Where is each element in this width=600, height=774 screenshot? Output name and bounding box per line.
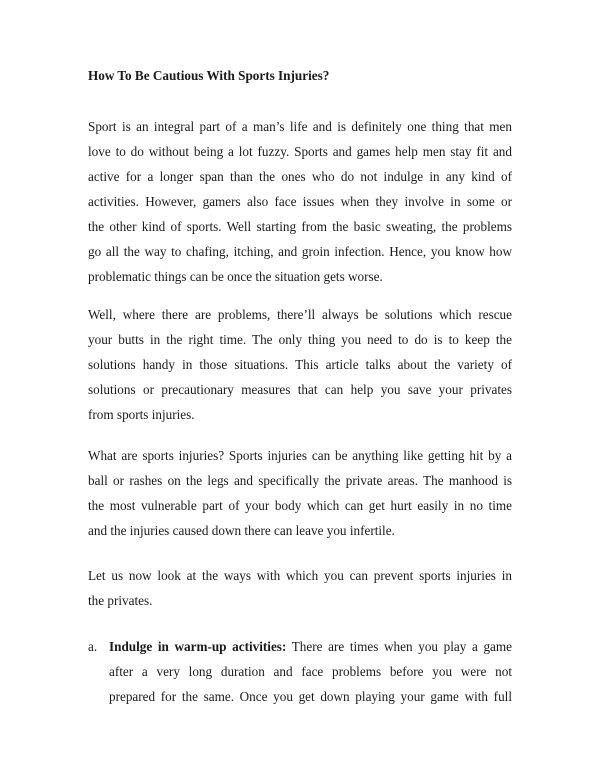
text-line: your butts in the right time. The only thing you need to do is to keep the xyxy=(88,332,512,347)
text-line: activities. However, gamers also face issues when they involve in some or xyxy=(88,194,512,209)
text-line: go all the way to chafing, itching, and groin infection. Hence, you know how xyxy=(88,244,512,259)
text-line: from sports injuries. xyxy=(88,407,195,422)
text-line: after a very long duration and face problems before you were not xyxy=(109,664,512,679)
text-line: Let us now look at the ways with which you can prevent sports injuries in xyxy=(88,568,512,583)
list-item-heading: Indulge in warm-up activities: xyxy=(109,639,287,654)
text-line xyxy=(109,634,512,659)
text-line: love to do without being a lot fuzzy. Sports and games help men stay fit and xyxy=(88,144,512,159)
paragraph-solutions xyxy=(88,302,512,427)
list-item-body xyxy=(109,634,512,709)
text-line: the other kind of sports. Well starting from the basic sweating, the problems xyxy=(88,219,512,234)
text-line: solutions handy in those situations. This article talks about the variety of xyxy=(88,357,512,372)
text-line: active for a longer span than the ones who do not indulge in any kind of xyxy=(88,169,512,184)
text-line: the most vulnerable part of your body which can get hurt easily in no time xyxy=(88,498,512,513)
paragraph-intro xyxy=(88,114,512,289)
text-line: Well, where there are problems, there’ll always be solutions which rescue xyxy=(88,307,512,322)
text-line: solutions or precautionary measures that can help you save your privates xyxy=(88,382,512,397)
list-item-text: There are times when you play a game xyxy=(286,639,513,654)
document-title: How To Be Cautious With Sports Injuries? xyxy=(88,68,330,83)
text-line: Sport is an integral part of a man’s life and is definitely one thing that men xyxy=(88,119,512,134)
text-line: the privates. xyxy=(88,593,153,608)
paragraph-ways-intro xyxy=(88,563,512,613)
text-line: problematic things can be once the situation gets worse. xyxy=(88,269,383,284)
list-marker: a. xyxy=(88,639,98,654)
text-line: What are sports injuries? Sports injuries can be anything like getting hit by a xyxy=(88,448,512,463)
text-line: ball or rashes on the legs and specifically the private areas. The manhood is xyxy=(88,473,512,488)
text-line: prepared for the same. Once you get down playing your game with full xyxy=(109,689,512,704)
text-line: and the injuries caused down there can leave you infertile. xyxy=(88,523,395,538)
paragraph-what-are-injuries xyxy=(88,443,512,543)
